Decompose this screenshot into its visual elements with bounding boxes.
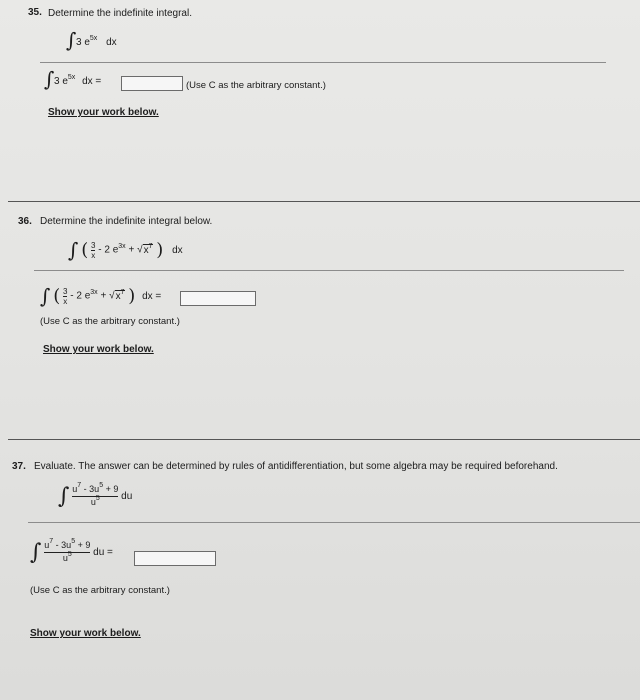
q37-du-eq: du = [93, 547, 113, 559]
q36-root-exp-2: 7 [120, 288, 125, 296]
section-divider-1 [8, 201, 640, 202]
integral-sign-icon: ∫ [68, 238, 79, 262]
q37-note: (Use C as the arbitrary constant.) [30, 585, 170, 596]
q37-num-b-exp: 5 [99, 482, 104, 489]
right-paren-icon: ) [156, 239, 164, 261]
q35-show-work-link[interactable]: Show your work below. [48, 107, 159, 118]
q35-exponent-2: 5x [67, 74, 76, 81]
q37-num-a-2: u [44, 540, 50, 550]
section-divider-2 [8, 439, 640, 440]
q36-exp2: 3x [118, 242, 126, 250]
integral-sign-icon: ∫ [30, 540, 42, 565]
q37-du: du [121, 491, 133, 503]
q37-num-a-exp-2: 7 [49, 538, 54, 545]
q35-integrand: 3 e [76, 37, 90, 48]
left-paren-icon: ( [81, 239, 89, 261]
integral-sign-icon: ∫ [58, 484, 70, 509]
integral-sign-icon: ∫ [40, 284, 51, 308]
q37-num-b-exp-2: 5 [71, 538, 76, 545]
q35-divider [40, 62, 606, 63]
q35-answer-input[interactable] [121, 76, 183, 91]
q37-num-c: + 9 [103, 484, 119, 494]
q36-plus-2: + [100, 290, 107, 302]
q35-prompt: Determine the indefinite integral. [48, 8, 192, 19]
q35-note: (Use C as the arbitrary constant.) [186, 80, 326, 91]
q35-number: 35. [28, 7, 42, 18]
q36-frac-den: x [91, 250, 96, 260]
q37-num-b-2: - 3u [53, 540, 72, 550]
q36-prompt: Determine the indefinite integral below. [40, 216, 213, 227]
q36-term2: - 2 e [98, 244, 119, 256]
q35-exponent: 5x [89, 35, 98, 42]
q37-answer-input[interactable] [134, 551, 216, 566]
q36-divider [34, 270, 624, 271]
q37-den-exp-2: 5 [67, 551, 72, 558]
q36-dx-eq: dx = [142, 290, 162, 302]
q36-frac-den-2: x [63, 296, 68, 306]
q36-note: (Use C as the arbitrary constant.) [40, 316, 180, 327]
q37-number: 37. [12, 461, 26, 472]
q37-den-exp: 5 [95, 495, 100, 502]
q36-term2-2: - 2 e [70, 290, 91, 302]
q36-root: x [143, 244, 149, 256]
q37-den-2: u [62, 553, 68, 563]
q36-frac-num-2: 3 [63, 286, 68, 296]
q37-num-c-2: + 9 [75, 540, 91, 550]
q36-exp2-2: 3x [90, 288, 98, 296]
q37-num-a-exp: 7 [77, 482, 82, 489]
integral-sign-icon: ∫ [44, 67, 55, 91]
q37-num-a: u [72, 484, 78, 494]
q36-display-integral [68, 238, 183, 268]
q37-den: u [90, 497, 96, 507]
q36-number: 36. [18, 216, 32, 227]
q36-answer-input[interactable] [180, 291, 256, 306]
q35-integrand-2: 3 e [54, 76, 68, 87]
left-paren-icon: ( [53, 285, 61, 307]
q35-dx: dx [106, 37, 117, 48]
q36-answer-row [40, 284, 161, 312]
q37-answer-row [30, 540, 113, 574]
q36-root-2: x [115, 290, 121, 302]
q37-divider [28, 522, 640, 523]
q36-show-work-link[interactable]: Show your work below. [43, 344, 154, 355]
q37-show-work-link[interactable]: Show your work below. [30, 628, 141, 639]
q37-num-b: - 3u [81, 484, 100, 494]
sqrt-icon: √ [109, 290, 115, 302]
q37-prompt: Evaluate. The answer can be determined by rules of antidifferentiation, but some algebra may be required beforehand. [34, 461, 558, 472]
q35-display-integral [66, 30, 186, 54]
sqrt-icon: √ [137, 244, 143, 256]
q37-display-integral [58, 484, 132, 518]
q35-dx-eq: dx = [82, 76, 102, 87]
q36-frac-num: 3 [91, 240, 96, 250]
q36-root-exp: 7 [148, 242, 153, 250]
q36-plus: + [128, 244, 135, 256]
q36-dx: dx [172, 244, 183, 256]
integral-sign-icon: ∫ [66, 28, 77, 52]
right-paren-icon: ) [128, 285, 136, 307]
